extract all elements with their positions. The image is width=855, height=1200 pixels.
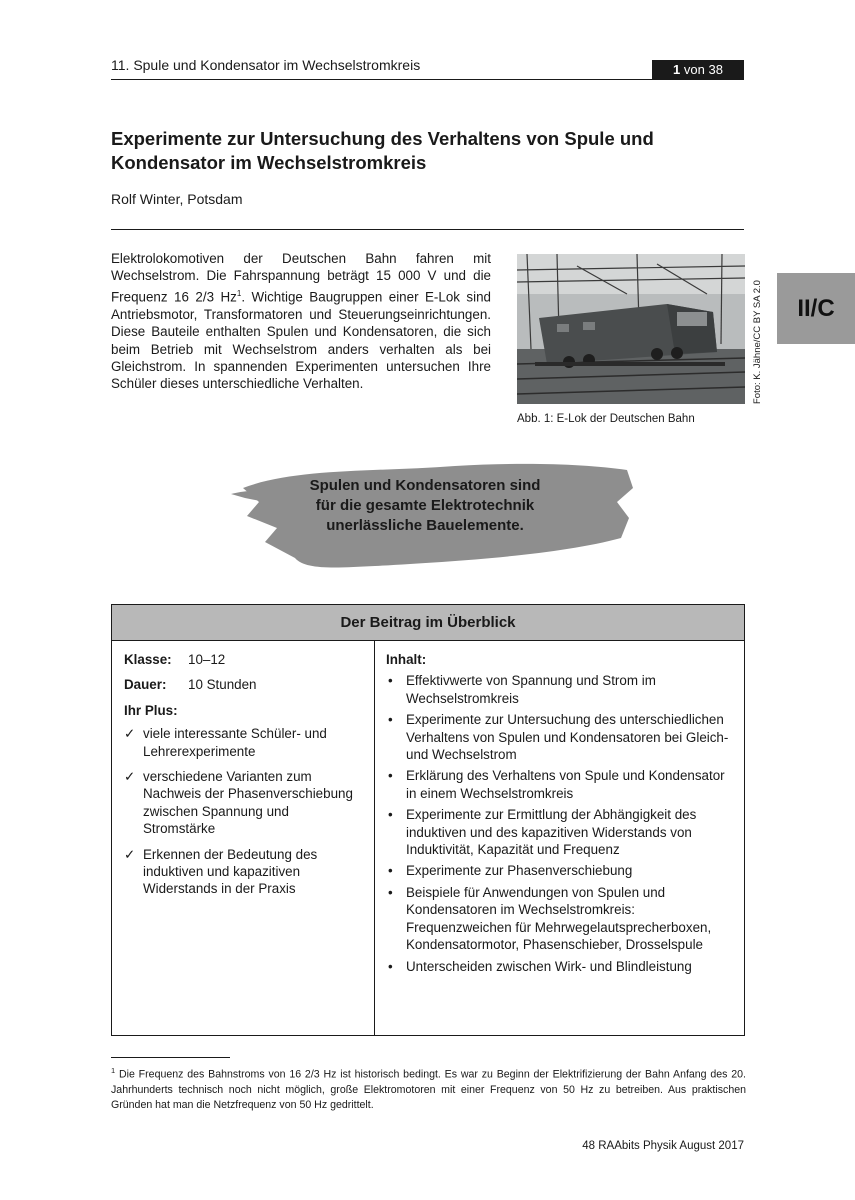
bullet-icon: • [388,958,393,974]
footnote: $^1$ Die Frequenz des Bahnstroms von 16 2/3 Hz ist historisch bedingt. Es war zu Beginn der Elektrifizierung der Bahn Anfang des 20. Jahrhunderts technisch noch nicht möglich, große Elektromotoren mit einer Frequenz von 50 Hz zu betreiben. Aus praktischen Gründen hat man die Netzfrequenz von 50 Hz gedrittelt. [111,1066,746,1111]
footnote-mark: 1 [111,1066,116,1075]
bullet-icon: • [388,807,393,823]
klasse-row: Klasse: 10–12 [124,652,226,667]
overview-box [111,604,745,1036]
inhalt-item: • Effektivwerte von Spannung und Strom im Wechselstromkreis [388,673,656,706]
intro-paragraph: Elektrolokomotiven der Deutschen Bahn fahren mit Wechselstrom. Die Fahrspannung beträgt 15 000 V und die Frequenz 16 2/3 Hz$^1$. Wichtige Baugruppen einer E-Lok sind Antriebsmotor, Transformatoren und Steuerungseinrichtungen. Diese Bauteile enthalten Spulen und Kondensatoren, die sich beim Betrieb mit Wechselstrom anders verhalten als bei Gleichstrom. In spannenden Experimenten untersuchen Ihre Schüler dieses unterschiedliche Verhalten. [111,251,492,392]
bullet-icon: • [388,768,393,784]
page-current: 1 [673,62,681,77]
plus-item: ✓ verschiedene Varianten zum Nachweis der Phasenverschiebung zwischen Spannung und Stromstärke [124,769,353,837]
overview-heading: Der Beitrag im Überblick [112,605,744,641]
running-header: 11. Spule und Kondensator im Wechselstromkreis [111,57,421,73]
title-rule [111,229,744,230]
inhalt-item: • Experimente zur Phasenverschiebung [388,863,633,879]
figure-caption: Abb. 1: E-Lok der Deutschen Bahn [517,413,695,425]
inhalt-item: • Unterscheiden zwischen Wirk- und Blindleistung [388,958,692,974]
bullet-icon: • [388,863,393,879]
locomotive-photo [517,254,745,404]
checkmark-icon: ✓ [124,769,136,785]
inhalt-item: • Beispiele für Anwendungen von Spulen und Kondensatoren im Wechselstromkreis: Frequenzweichen für Mehrwegelautsprecherboxen, Kondensatormotor, Phasenschieber, Drosselspule [388,884,712,953]
plus-item: ✓ Erkennen der Bedeutung des induktiven und kapazitiven Widerstands in der Praxis [124,846,318,897]
locomotive-illustration [517,254,745,404]
page-total: von 38 [680,62,723,77]
article-title: Experimente zur Untersuchung des Verhaltens von Spule und Kondensator im Wechselstromkreis [111,128,654,173]
section-tab: II/C [777,273,855,344]
bullet-icon: • [388,673,393,689]
page-footer: 48 RAAbits Physik August 2017 [582,1140,744,1152]
overview-left-column [124,651,364,906]
photo-credit: Foto: K. Jähne/CC BY SA 2.0 [752,280,763,404]
inhalt-heading: Inhalt: [386,652,427,667]
checkmark-icon: ✓ [124,846,136,862]
bullet-icon: • [388,712,393,728]
plus-heading: Ihr Plus: [124,702,178,718]
checkmark-icon: ✓ [124,726,136,742]
inhalt-item: • Experimente zur Untersuchung des unterschiedlichen Verhaltens von Spulen und Kondensatoren bei Gleich- und Wechselstrom [388,712,729,763]
footnote-ref: 1 [236,288,242,298]
column-divider [374,641,375,1035]
overview-right-column [386,651,738,979]
footnote-rule [111,1057,230,1058]
banner-text: Spulen und Kondensatoren sind für die gesamte Elektrotechnik unerlässliche Bauelemente. [309,477,541,534]
bullet-icon: • [388,884,393,900]
plus-item: ✓ viele interessante Schüler- und Lehrerexperimente [124,726,327,759]
dauer-row: Dauer: 10 Stunden [124,677,257,693]
page-number [652,60,744,79]
article-author: Rolf Winter, Potsdam [111,191,243,207]
inhalt-item: • Erklärung des Verhaltens von Spule und Kondensator in einem Wechselstromkreis [388,768,725,801]
inhalt-item: • Experimente zur Ermittlung der Abhängigkeit des induktiven und des kapazitiven Widerstands von Induktivität, Kapazität und Frequenz [388,807,697,858]
header-rule [111,79,744,80]
